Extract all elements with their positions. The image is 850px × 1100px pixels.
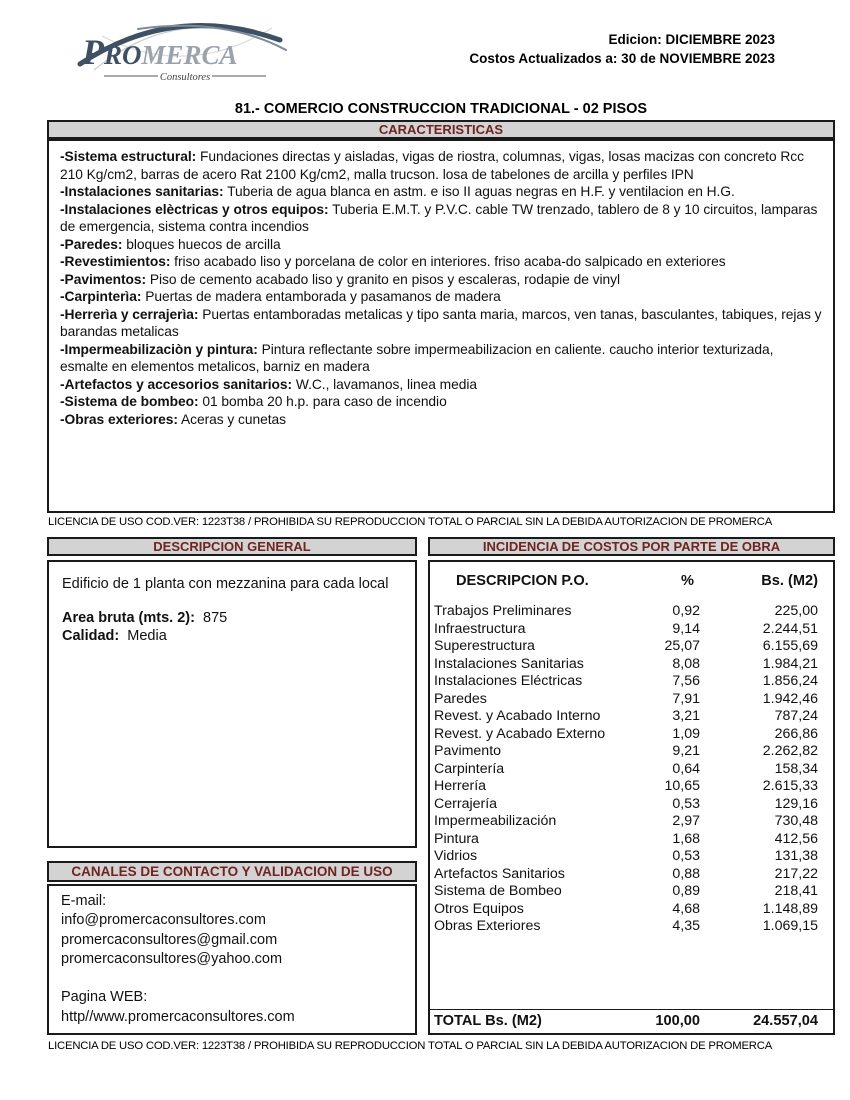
calidad-label: Calidad: (62, 628, 120, 644)
caracteristica-text: friso acabado liso y porcelana de color en interiores. friso acaba-do salpicado en exteriores (174, 254, 726, 269)
row-bs-value: 1.148,89 (762, 900, 818, 917)
calidad-value: Media (127, 628, 167, 644)
row-percent: 10,65 (664, 778, 700, 794)
row-percent: 0,88 (672, 865, 700, 882)
table-row (430, 918, 833, 936)
caracteristica-text: Puertas entamboradas metalicas y tipo santa maria, marcos, ven tanas, basculantes, tabiques, rejas y barandas metalicas (60, 306, 822, 339)
area-bruta-row (62, 609, 402, 627)
row-bs-value: 1.984,21 (762, 655, 818, 672)
caracteristica-label: -Impermeabilizaciòn y pintura: (60, 341, 258, 357)
web-url: http//www.promercaconsultores.com (61, 1008, 295, 1025)
column-header-percent: % (681, 573, 694, 589)
row-name: Otros Equipos (434, 900, 524, 917)
calidad-row (62, 627, 402, 645)
column-header-bs-m2: Bs. (M2) (761, 573, 818, 589)
row-percent: 3,21 (672, 708, 700, 724)
caracteristica-item (60, 393, 822, 411)
row-bs-value: 131,38 (774, 848, 818, 864)
caracteristica-label: -Artefactos y accesorios sanitarios: (60, 376, 293, 392)
row-bs-value: 129,16 (774, 795, 818, 812)
row-name: Pintura (434, 830, 479, 847)
row-percent: 4,68 (672, 900, 700, 917)
row-bs-value: 225,00 (774, 603, 818, 619)
row-name: Obras Exteriores (434, 918, 541, 934)
caracteristica-item (60, 236, 822, 254)
caracteristica-text: bloques huecos de arcilla (126, 236, 281, 252)
row-name: Superestructura (434, 638, 535, 654)
row-name: Revest. y Acabado Interno (434, 708, 601, 724)
caracteristica-item (60, 183, 822, 201)
row-name: Instalaciones Eléctricas (434, 673, 583, 689)
table-row (430, 796, 833, 814)
row-percent: 4,35 (672, 918, 700, 934)
web-label: Pagina WEB: (61, 989, 148, 1006)
logo-wordmark: PROMERCA (82, 32, 238, 72)
caracteristicas-box (47, 139, 835, 513)
email-address: info@promercaconsultores.com (61, 912, 266, 929)
caracteristica-label: -Instalaciones sanitarias: (60, 184, 224, 199)
caracteristica-text: Fundaciones directas y aisladas, vigas de riostra, columnas, vigas, losas macizas con concreto Rcc 210 Kg/cm2, barras de acero Rat 2100 Kg/cm2, malla trucson. losa de tabelones de arcilla y perfiles IPN (60, 149, 804, 182)
edition-line: Edicion: DICIEMBRE 2023 (608, 32, 775, 47)
row-bs-value: 1.069,15 (762, 918, 818, 934)
email-address: promercaconsultores@gmail.com (61, 931, 278, 948)
area-bruta-value: 875 (203, 610, 228, 626)
row-name: Cerrajería (434, 795, 498, 812)
caracteristica-label: -Carpinterìa: (60, 289, 142, 304)
incidencia-table-box (428, 560, 835, 1035)
table-row (430, 831, 833, 849)
license-line-top: LICENCIA DE USO COD.VER: 1223T38 / PROHIBIDA SU REPRODUCCION TOTAL O PARCIAL SIN LA DEBIDA AUTORIZACION DE PROMERCA (48, 516, 773, 528)
row-percent: 0,53 (672, 848, 700, 864)
caracteristica-text: Tuberia E.M.T. y P.V.C. cable TW trenzado, tablero de 8 y 10 circuitos, lamparas de emergencia, sistema contra incendios (60, 201, 818, 234)
page-title: 81.- COMERCIO CONSTRUCCION TRADICIONAL - 02 PISOS (234, 101, 648, 117)
contacto-box (47, 884, 417, 1035)
table-row (430, 656, 833, 674)
license-line-bottom: LICENCIA DE USO COD.VER: 1223T38 / PROHIBIDA SU REPRODUCCION TOTAL O PARCIAL SIN LA DEBIDA AUTORIZACION DE PROMERCA (48, 1040, 773, 1052)
row-bs-value: 2.615,33 (762, 778, 818, 794)
row-percent: 9,14 (672, 620, 700, 637)
caracteristica-text: Aceras y cunetas (181, 411, 287, 427)
table-row (430, 778, 833, 796)
section-header-caracteristicas: CARACTERISTICAS (47, 120, 835, 139)
table-row (430, 813, 833, 831)
caracteristica-label: -Sistema de bombeo: (60, 394, 199, 409)
row-percent: 2,97 (672, 813, 700, 829)
caracteristica-text: Piso de cemento acabado liso y granito en pisos y escaleras, rodapie de vinyl (149, 271, 620, 287)
table-total-row (430, 1009, 833, 1033)
caracteristica-item (60, 288, 822, 306)
table-row (430, 691, 833, 709)
building-description: Edificio de 1 planta con mezzanina para cada local (62, 576, 389, 592)
section-header-descripcion-general: DESCRIPCION GENERAL (47, 537, 417, 556)
caracteristica-item (60, 148, 822, 183)
row-percent: 0,89 (672, 883, 700, 899)
row-percent: 0,53 (672, 795, 700, 812)
caracteristica-label: -Sistema estructural: (60, 149, 197, 164)
row-name: Impermeabilización (434, 813, 557, 829)
table-row (430, 901, 833, 919)
table-row (430, 673, 833, 691)
row-name: Revest. y Acabado Externo (434, 725, 606, 742)
row-name: Trabajos Preliminares (434, 603, 572, 619)
row-percent: 0,92 (672, 603, 700, 619)
row-bs-value: 1.856,24 (762, 673, 818, 689)
table-row (430, 866, 833, 884)
caracteristica-item (60, 411, 822, 429)
total-label: TOTAL Bs. (M2) (434, 1013, 542, 1029)
caracteristica-text: Pintura reflectante sobre impermeabilizacion en caliente. caucho interior texturizada, esmalte en elementos metalicos, barniz en madera (60, 341, 774, 374)
table-body (430, 603, 833, 936)
table-row (430, 848, 833, 866)
caracteristica-text: 01 bomba 20 h.p. para caso de incendio (202, 394, 447, 409)
spacer (61, 969, 403, 988)
total-bs-value: 24.557,04 (753, 1013, 818, 1029)
caracteristicas-list (60, 148, 822, 428)
row-bs-value: 730,48 (774, 813, 818, 829)
section-header-incidencia: INCIDENCIA DE COSTOS POR PARTE DE OBRA (428, 537, 835, 556)
caracteristica-item (60, 253, 822, 271)
caracteristica-label: -Paredes: (60, 236, 123, 252)
row-bs-value: 2.244,51 (762, 620, 818, 637)
row-name: Infraestructura (434, 620, 526, 637)
table-row (430, 638, 833, 656)
caracteristica-label: -Revestimientos: (60, 254, 171, 269)
email-label: E-mail: (61, 893, 107, 909)
row-bs-value: 6.155,69 (762, 638, 818, 654)
table-row (430, 761, 833, 779)
row-bs-value: 218,41 (774, 883, 818, 899)
row-name: Artefactos Sanitarios (434, 865, 565, 882)
row-bs-value: 412,56 (774, 830, 818, 847)
row-name: Herrería (434, 778, 487, 794)
caracteristica-text: W.C., lavamanos, linea media (295, 376, 477, 392)
row-bs-value: 266,86 (774, 725, 818, 742)
caracteristica-label: -Herrerìa y cerrajerìa: (60, 306, 199, 322)
row-percent: 1,68 (672, 830, 700, 847)
caracteristica-label: -Pavimentos: (60, 271, 147, 287)
table-row (430, 743, 833, 761)
column-header-descripcion: DESCRIPCION P.O. (456, 573, 589, 589)
table-row (430, 883, 833, 901)
caracteristica-label: -Instalaciones elèctricas y otros equipos: (60, 201, 329, 217)
row-percent: 9,21 (672, 743, 700, 759)
row-bs-value: 2.262,82 (762, 743, 818, 759)
row-name: Paredes (434, 690, 487, 707)
table-row (430, 708, 833, 726)
caracteristica-text: Tuberia de agua blanca en astm. e iso II aguas negras en H.F. y ventilacion en H.G. (227, 184, 735, 199)
row-bs-value: 217,22 (774, 865, 818, 882)
table-row (430, 603, 833, 621)
row-name: Vidrios (434, 848, 478, 864)
row-name: Pavimento (434, 743, 502, 759)
row-bs-value: 158,34 (774, 760, 818, 777)
promerca-logo (72, 14, 302, 90)
row-name: Sistema de Bombeo (434, 883, 562, 899)
caracteristica-text: Puertas de madera entamborada y pasamanos de madera (145, 289, 501, 304)
section-header-canales: CANALES DE CONTACTO Y VALIDACION DE USO (47, 861, 417, 882)
table-header-row (430, 570, 833, 590)
caracteristica-item (60, 341, 822, 376)
row-bs-value: 787,24 (774, 708, 818, 724)
row-name: Instalaciones Sanitarias (434, 655, 584, 672)
logo-tagline: Consultores (159, 72, 211, 83)
edition-info (469, 30, 775, 68)
descripcion-general-box (47, 560, 417, 848)
row-percent: 7,91 (672, 690, 700, 707)
email-address: promercaconsultores@yahoo.com (61, 950, 283, 967)
row-bs-value: 1.942,46 (762, 690, 818, 707)
row-percent: 25,07 (664, 638, 700, 654)
row-name: Carpintería (434, 760, 505, 777)
email-list (61, 911, 403, 969)
table-row (430, 726, 833, 744)
total-percent: 100,00 (655, 1013, 700, 1029)
row-percent: 1,09 (672, 725, 700, 742)
caracteristica-item (60, 376, 822, 394)
row-percent: 7,56 (672, 673, 700, 689)
row-percent: 8,08 (672, 655, 700, 672)
row-percent: 0,64 (672, 760, 700, 777)
costs-updated-line: Costos Actualizados a: 30 de NOVIEMBRE 2023 (469, 51, 775, 66)
area-bruta-label: Area bruta (mts. 2): (62, 610, 195, 626)
caracteristica-label: -Obras exteriores: (60, 411, 178, 427)
caracteristica-item (60, 201, 822, 236)
caracteristica-item (60, 271, 822, 289)
table-row (430, 621, 833, 639)
caracteristica-item (60, 306, 822, 341)
promerca-logo-graphic (72, 14, 302, 90)
